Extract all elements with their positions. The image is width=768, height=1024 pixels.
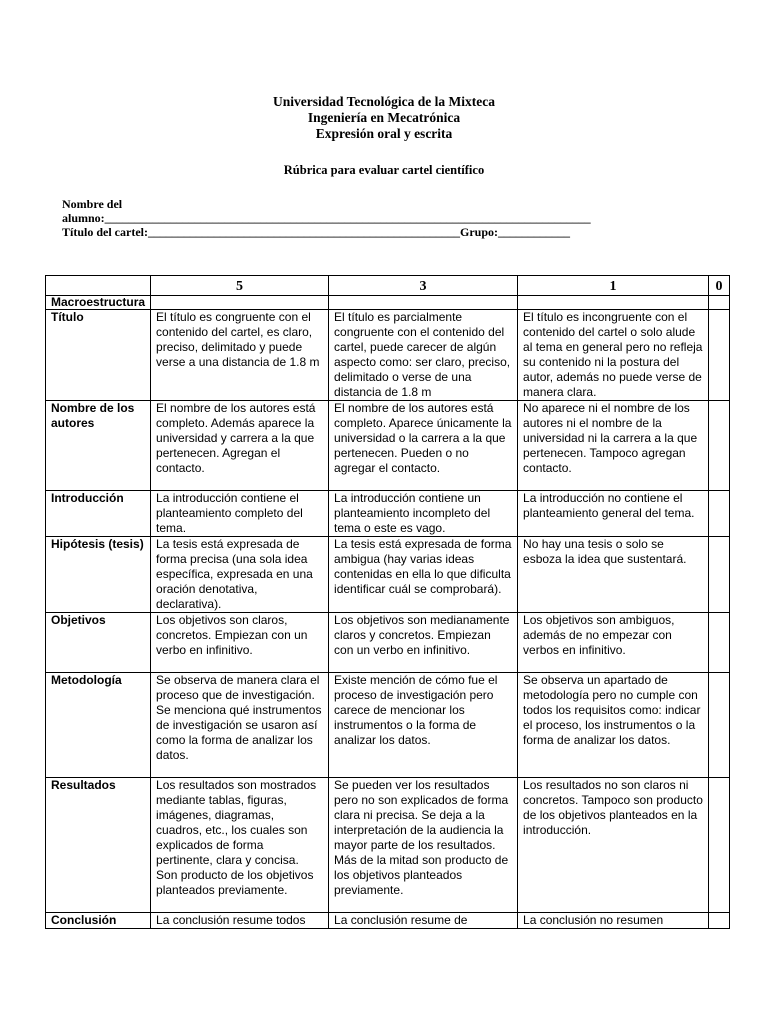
poster-title-line: Título del cartel:____________________________________________________: [62, 225, 460, 239]
university-name: Universidad Tecnológica de la Mixteca: [273, 94, 495, 109]
level-3-cell: Existe mención de cómo fue el proceso de investigación pero carece de mencionar los instrumentos o la forma de analizar los datos.: [329, 673, 518, 778]
criterion-cell: Conclusión: [46, 913, 151, 929]
criterion-header: [46, 276, 151, 296]
table-row: [46, 778, 730, 913]
level-3-cell: El título es parcialmente congruente con el contenido del cartel, puede carecer de algún aspecto como: ser claro, preciso, delimitado o verse de una distancia de 1.8 m: [329, 310, 518, 401]
table-row: [46, 613, 730, 673]
level-1-cell: Los resultados no son claros ni concretos. Tampoco son producto de los objetivos planteados en la introducción.: [518, 778, 709, 913]
level-3-cell: Se pueden ver los resultados pero no son explicados de forma clara ni precisa. Se deja a la interpretación de la audiencia la mayor parte de los resultados. Más de la mitad son producto de los objetivos planteados previamente.: [329, 778, 518, 913]
student-name-label: Nombre del: [62, 197, 123, 211]
level-0-cell: [709, 537, 730, 613]
course-name: Expresión oral y escrita: [315, 126, 453, 141]
level-5-cell: Se observa de manera clara el proceso que de investigación. Se menciona qué instrumentos de investigación se usaron así como la forma de analizar los datos.: [151, 673, 329, 778]
criterion-cell: Metodología: [46, 673, 151, 778]
level-5-cell: El título es congruente con el contenido del cartel, es claro, preciso, delimitado y puede verse a una distancia de 1.8 m: [151, 310, 329, 401]
criterion-cell: Nombre de los autores: [46, 401, 151, 491]
document-header: [0, 94, 768, 142]
level-1-cell: La conclusión no resumen: [518, 913, 709, 929]
level-5-cell: La conclusión resume todos: [151, 913, 329, 929]
table-row: [46, 310, 730, 401]
level-3-cell: La tesis está expresada de forma ambigua (hay varias ideas contenidas en ella lo que dificulta identificar cuál se comprobará).: [329, 537, 518, 613]
score-header-1: 1: [518, 276, 709, 296]
level-5-cell: El nombre de los autores está completo. Además aparece la universidad y carrera a la que pertenecen. Agregan el contacto.: [151, 401, 329, 491]
level-1-cell: Se observa un apartado de metodología pero no cumple con todos los requisitos como: indicar el proceso, los instrumentos o la forma de analizar los datos.: [518, 673, 709, 778]
level-0-cell: [709, 913, 730, 929]
score-header-5: 5: [151, 276, 329, 296]
level-3-cell: Los objetivos son medianamente claros y concretos. Empiezan con un verbo en infinitivo.: [329, 613, 518, 673]
criterion-cell: Resultados: [46, 778, 151, 913]
criterion-cell: Introducción: [46, 491, 151, 537]
level-0-cell: [709, 778, 730, 913]
level-0-cell: [709, 613, 730, 673]
level-0-cell: [709, 401, 730, 491]
table-row: [46, 537, 730, 613]
level-1-cell: No hay una tesis o solo se esboza la idea que sustentará.: [518, 537, 709, 613]
criterion-cell: Hipótesis (tesis): [46, 537, 151, 613]
table-row: [46, 673, 730, 778]
score-header-row: [46, 276, 730, 296]
level-1-cell: La introducción no contiene el planteamiento general del tema.: [518, 491, 709, 537]
program-name: Ingeniería en Mecatrónica: [307, 110, 461, 125]
level-1-cell: Los objetivos son ambiguos, además de no empezar con verbos en infinitivo.: [518, 613, 709, 673]
level-5-cell: Los resultados son mostrados mediante tablas, figuras, imágenes, diagramas, cuadros, etc., los cuales son explicados de forma pertinente, clara y concisa. Son producto de los objetivos planteados previamente.: [151, 778, 329, 913]
level-5-cell: Los objetivos son claros, concretos. Empiezan con un verbo en infinitivo.: [151, 613, 329, 673]
level-5-cell: La introducción contiene el planteamiento completo del tema.: [151, 491, 329, 537]
level-0-cell: [709, 310, 730, 401]
poster-title-row: [62, 225, 591, 239]
level-3-cell: La introducción contiene un planteamiento incompleto del tema o este es vago.: [329, 491, 518, 537]
student-name-line: alumno:_________________________________________________________________________________: [62, 211, 591, 225]
section-label: Macroestructura: [46, 296, 151, 310]
table-row: [46, 491, 730, 537]
score-header-0: 0: [709, 276, 730, 296]
level-0-cell: [709, 673, 730, 778]
level-1-cell: No aparece ni el nombre de los autores ni el nombre de la universidad ni la carrera a la que pertenecen. Tampoco agregan contacto.: [518, 401, 709, 491]
criterion-cell: Objetivos: [46, 613, 151, 673]
level-3-cell: El nombre de los autores está completo. Aparece únicamente la universidad o la carrera a la que pertenecen. Pueden o no agregar el contacto.: [329, 401, 518, 491]
rubric-table: [45, 275, 730, 929]
level-1-cell: El título es incongruente con el contenido del cartel o solo alude al tema en general pero no refleja su contenido ni la postura del autor, además no puede verse de manera clara.: [518, 310, 709, 401]
score-header-3: 3: [329, 276, 518, 296]
group-line: Grupo:____________: [459, 225, 570, 239]
level-3-cell: La conclusión resume de: [329, 913, 518, 929]
student-fields: [62, 197, 591, 239]
criterion-cell: Título: [46, 310, 151, 401]
table-row: [46, 401, 730, 491]
level-0-cell: [709, 491, 730, 537]
section-row: [46, 296, 730, 310]
table-row: [46, 913, 730, 929]
rubric-title: Rúbrica para evaluar cartel científico: [283, 163, 485, 177]
level-5-cell: La tesis está expresada de forma precisa (una sola idea específica, expresada en una oración denotativa, declarativa).: [151, 537, 329, 613]
